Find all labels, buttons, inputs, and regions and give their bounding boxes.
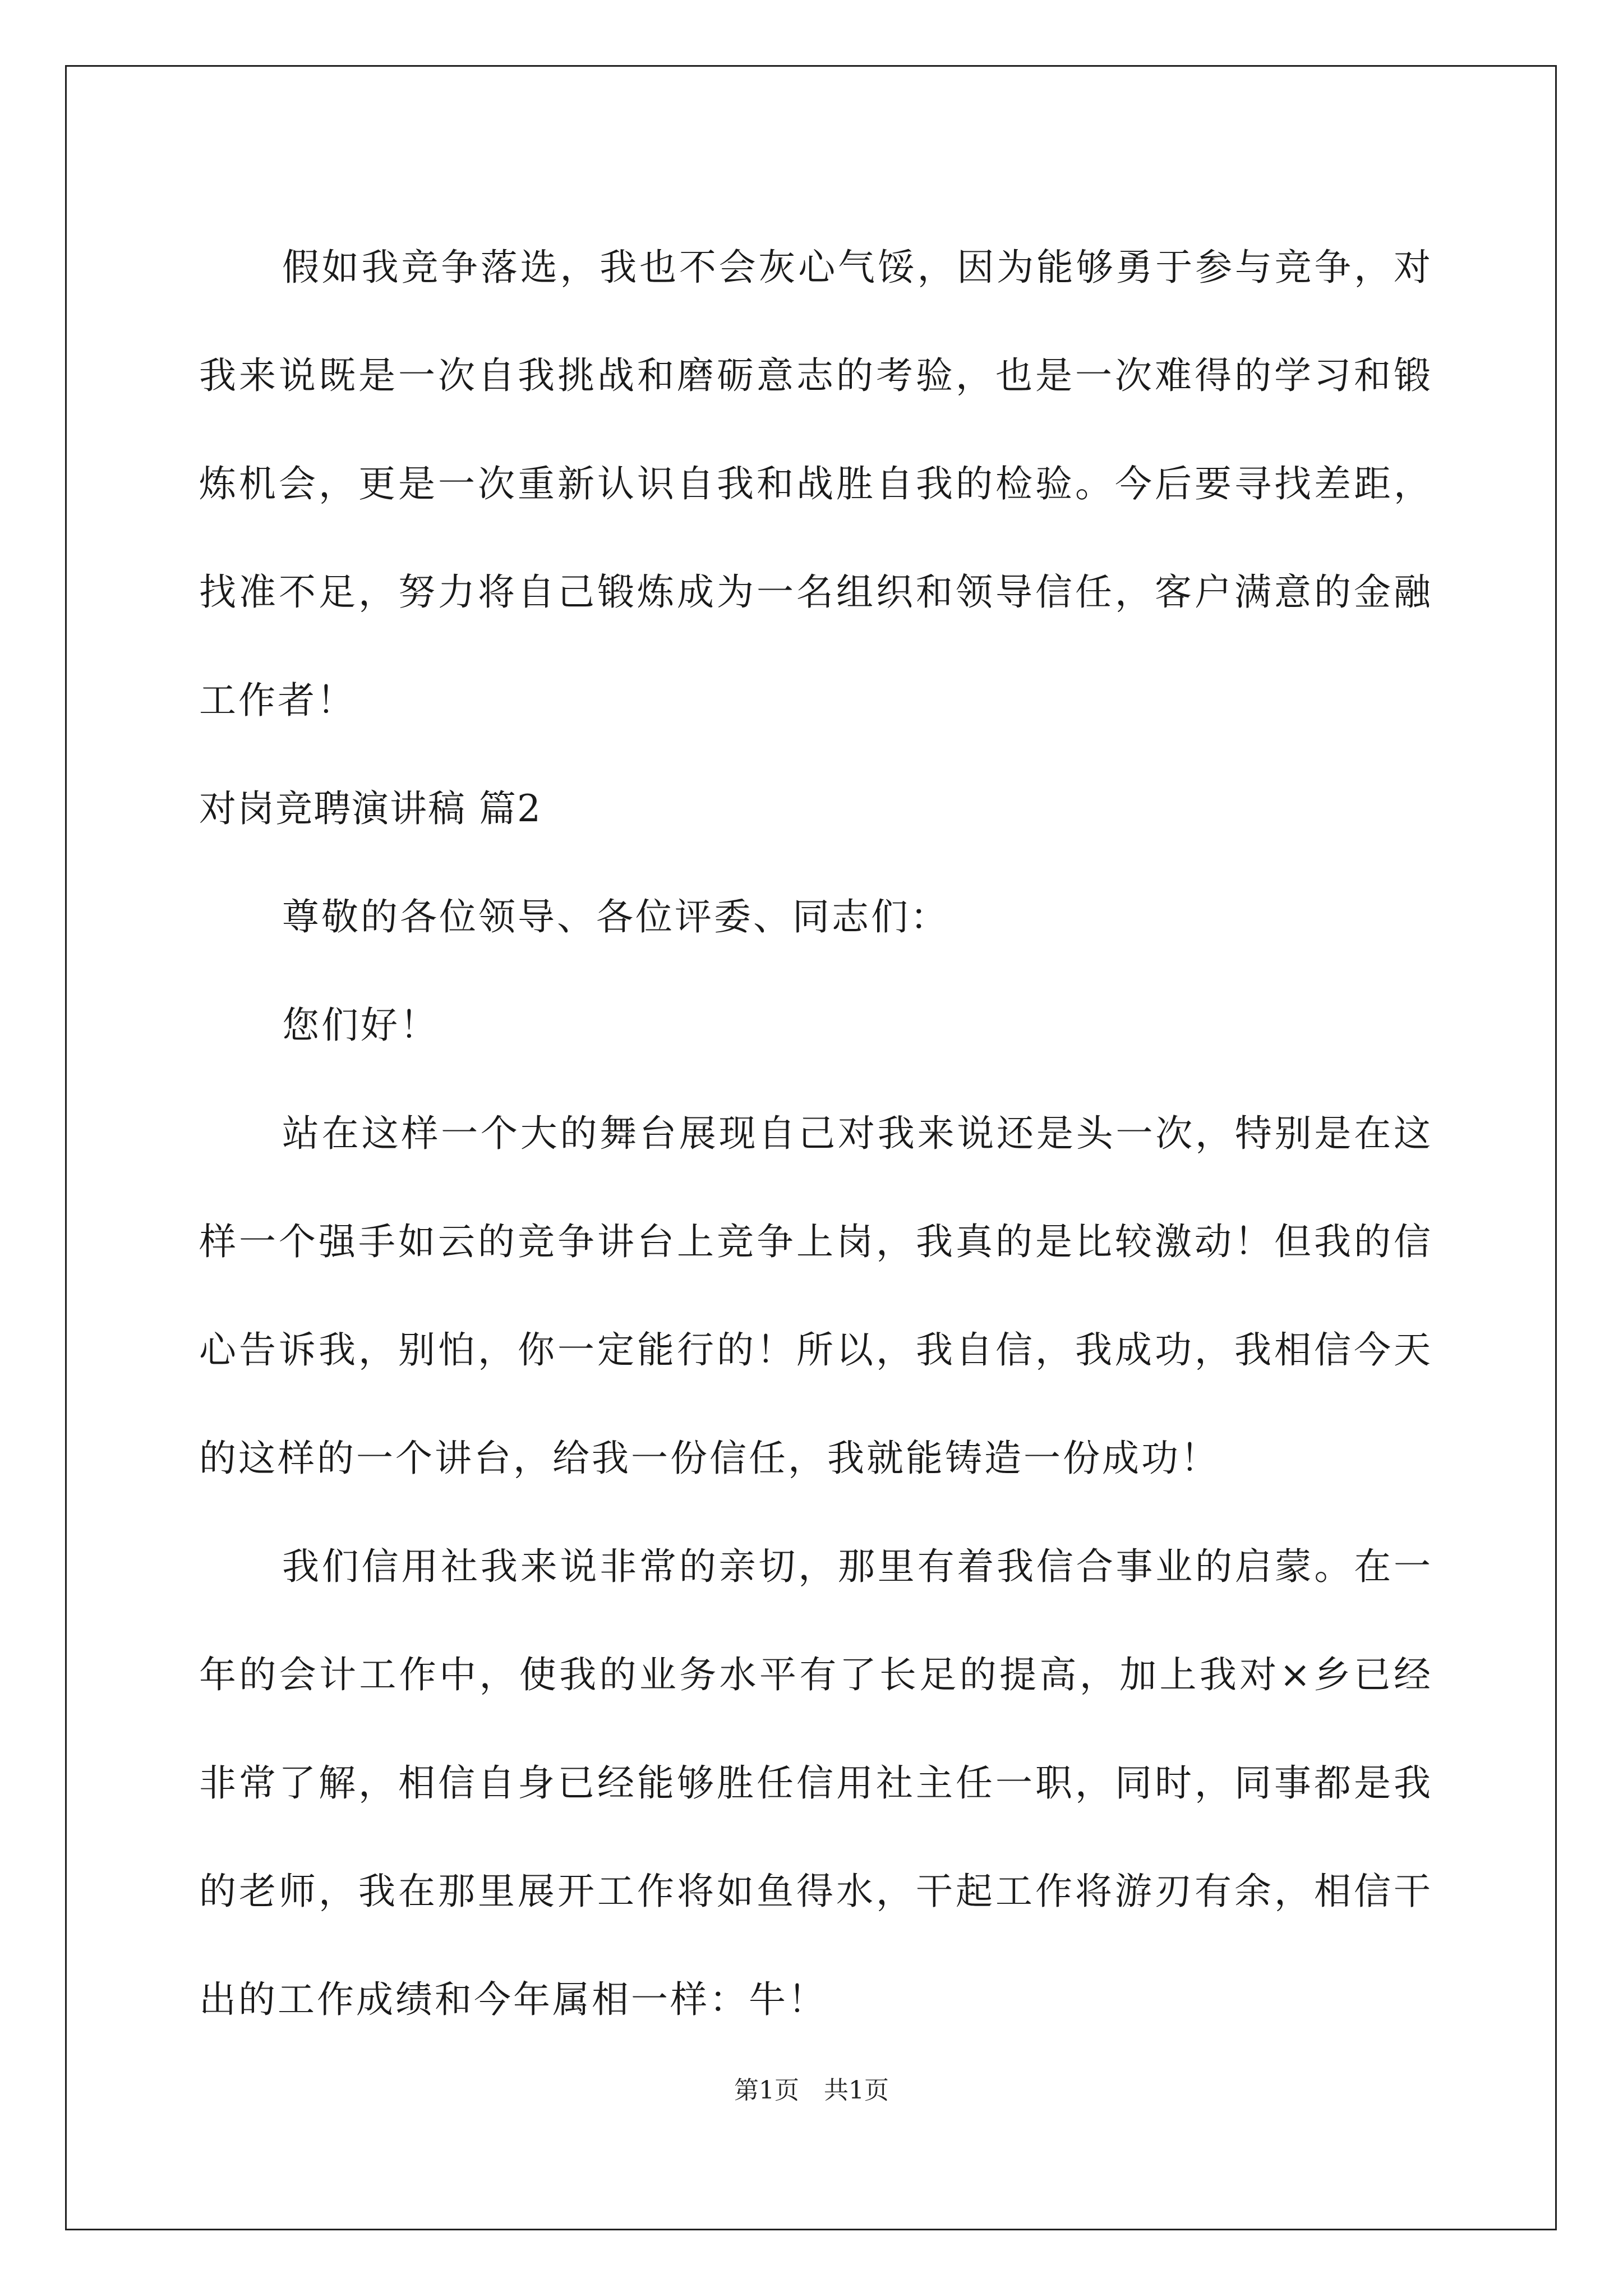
paragraph-greeting: 尊敬的各位领导、各位评委、同志们： — [282, 895, 949, 938]
paragraph-stage: 站在这样一个大的舞台展现自己对我来说还是头一次，特别是在这样一个强手如云的竞争讲台上竞争上岗，我真的是比较激动！但我的信心告诉我，别怕，你一定能行的！所以，我自信，我成功，我相信今天的这样的一个讲台，给我一份信任，我就能铸造一份成功！ — [199, 1112, 1433, 1480]
paragraph-hello: 您们好！ — [282, 1004, 439, 1047]
paragraph-credit-union: 我们信用社我来说非常的亲切，那里有着我信合事业的启蒙。在一年的会计工作中，使我的业务水平有了长足的提高，加上我对×乡已经非常了解，相信自身已经能够胜任信用社主任一职，同时，同事都是我的老师，我在那里展开工作将如鱼得水，干起工作将游刃有余，相信干出的工作成绩和今年属相一样：牛！ — [199, 1545, 1433, 2021]
document-body — [199, 213, 1433, 2054]
page-footer: 第1页 共1页 — [734, 2076, 889, 2105]
paragraph-1: 假如我竞争落选，我也不会灰心气馁，因为能够勇于参与竞争，对我来说既是一次自我挑战和磨砺意志的考验，也是一次难得的学习和锻炼机会，更是一次重新认识自我和战胜自我的检验。今后要寻找差距，找准不足，努力将自己锻炼成为一名组织和领导信任，客户满意的金融工作者！ — [199, 246, 1433, 722]
section-heading: 对岗竞聘演讲稿 篇2 — [199, 787, 542, 830]
